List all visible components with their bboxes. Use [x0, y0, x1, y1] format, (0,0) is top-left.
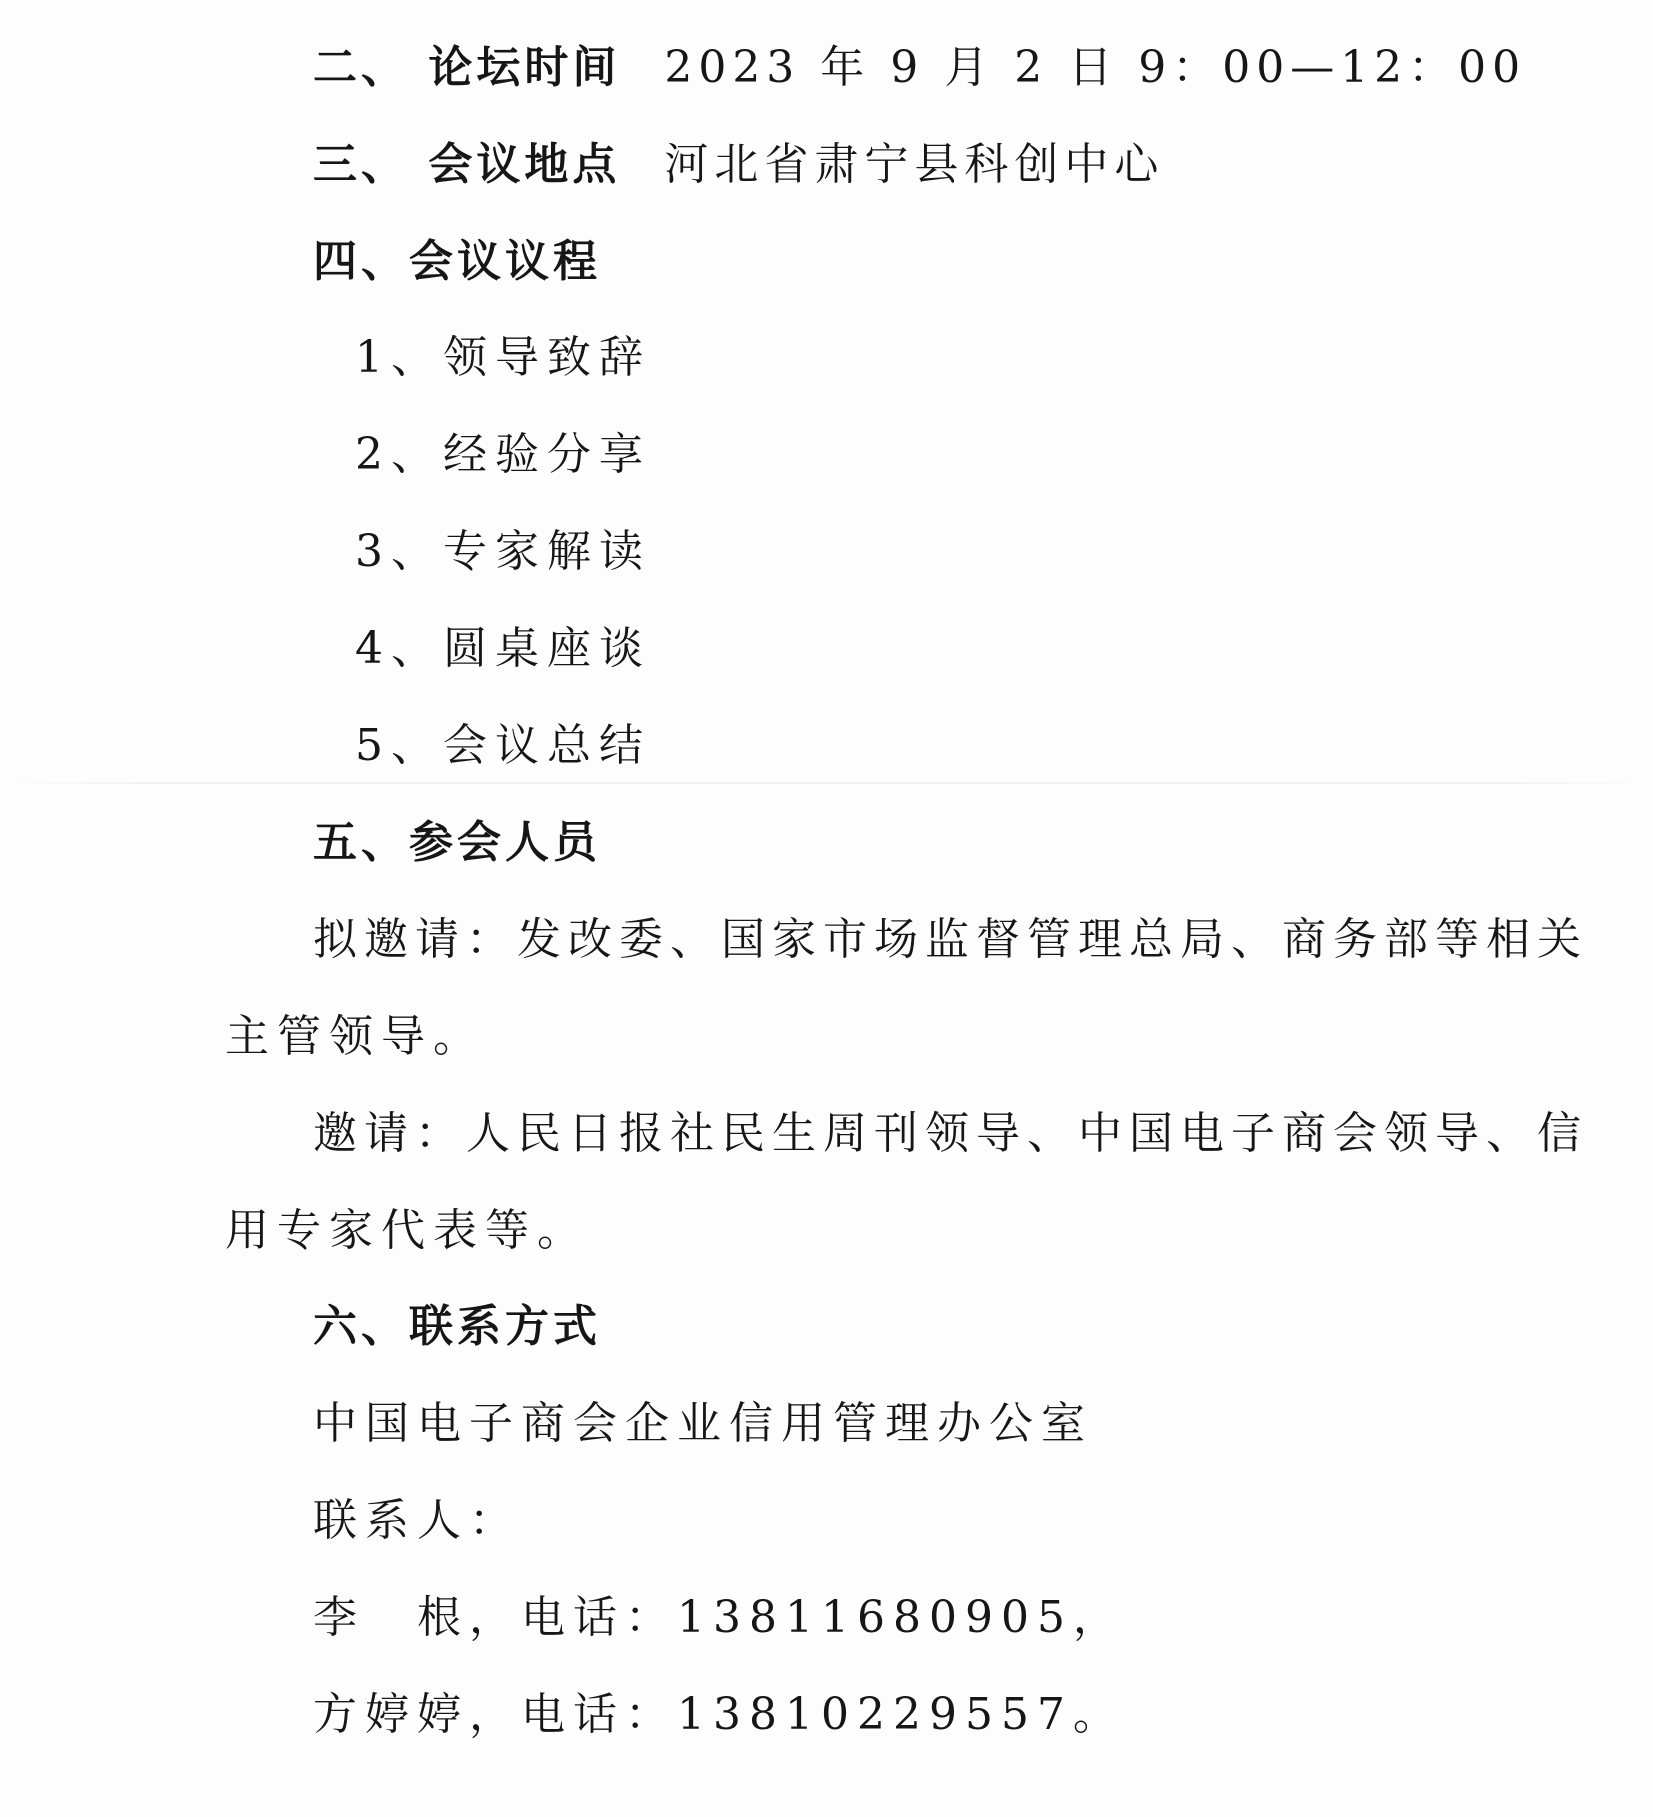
agenda-heading: 四、会议议程 — [313, 236, 601, 287]
agenda-item: 1、领导致辞 — [355, 332, 651, 383]
attendees-heading: 五、参会人员 — [313, 817, 601, 868]
venue-line — [313, 135, 1164, 195]
contact-heading: 六、联系方式 — [313, 1301, 601, 1352]
attendees-para2-line2: 用专家代表等。 — [225, 1205, 589, 1256]
contact-name: 李 根 — [313, 1592, 469, 1643]
contact-name: 方婷婷 — [313, 1689, 469, 1740]
forum-time-line — [313, 38, 1526, 98]
venue-label: 三、 会议地点 — [313, 139, 621, 190]
forum-time-value: 2023 年 9 月 2 日 9：00—12：00 — [664, 42, 1527, 93]
contact-label: 联系人： — [313, 1495, 521, 1546]
agenda-item: 5、会议总结 — [355, 720, 651, 771]
venue-value: 河北省肃宁县科创中心 — [664, 139, 1165, 190]
attendees-para1-line1: 拟邀请：发改委、国家市场监督管理总局、商务部等相关 — [313, 914, 1588, 965]
contact-office: 中国电子商会企业信用管理办公室 — [313, 1398, 1093, 1449]
contact-person-1 — [313, 1588, 1125, 1648]
forum-time-label: 二、 论坛时间 — [313, 42, 621, 93]
agenda-item: 3、专家解读 — [355, 526, 651, 577]
agenda-item: 4、圆桌座谈 — [355, 623, 651, 674]
scan-seam — [0, 782, 1653, 784]
contact-phone: ，电话：13811680905， — [469, 1592, 1125, 1643]
agenda-item: 2、经验分享 — [355, 429, 651, 480]
contact-phone: ，电话：13810229557。 — [469, 1689, 1125, 1740]
attendees-para1-line2: 主管领导。 — [225, 1011, 485, 1062]
contact-person-2 — [313, 1685, 1125, 1745]
attendees-para2-line1: 邀请：人民日报社民生周刊领导、中国电子商会领导、信 — [313, 1108, 1588, 1159]
